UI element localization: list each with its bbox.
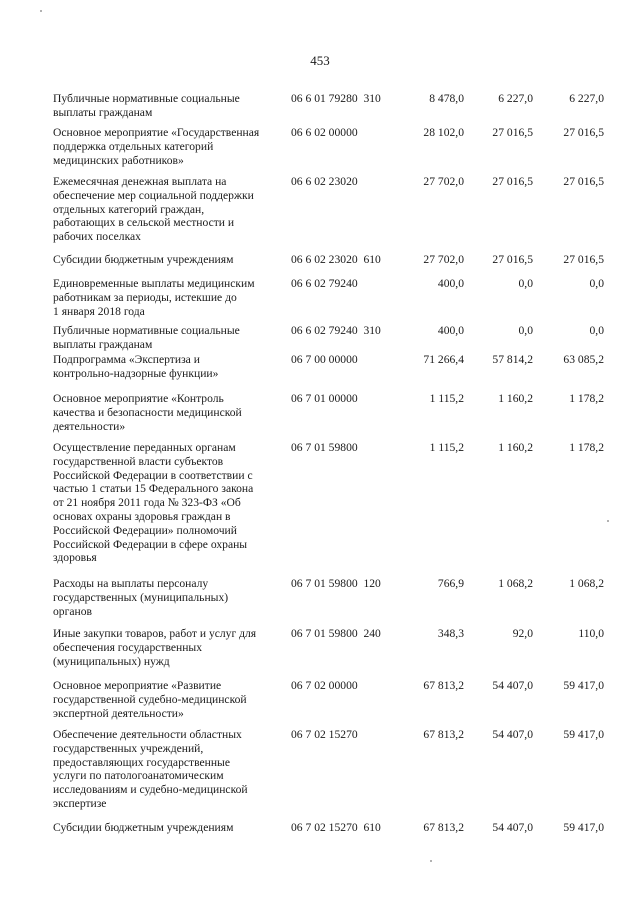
row-value-year-2: 6 227,0 [498, 92, 533, 105]
row-value-year-3: 59 417,0 [563, 728, 604, 741]
row-value-year-1: 348,3 [437, 627, 464, 640]
row-value-year-1: 67 813,2 [423, 728, 464, 741]
page-number: 453 [310, 53, 330, 68]
row-value-year-2: 54 407,0 [492, 821, 533, 834]
row-value-year-2: 27 016,5 [492, 253, 533, 266]
row-value-year-1: 27 702,0 [423, 253, 464, 266]
row-classification-code: 06 6 01 79280 310 [291, 92, 381, 105]
row-value-year-2: 54 407,0 [492, 679, 533, 692]
row-classification-code: 06 6 02 00000 [291, 126, 358, 139]
row-description: Основное мероприятие «Контроль качества и безопасности медицинской деятельности» [53, 392, 242, 433]
row-classification-code: 06 6 02 23020 [291, 175, 358, 188]
row-value-year-1: 8 478,0 [429, 92, 464, 105]
row-value-year-1: 400,0 [437, 277, 464, 290]
row-value-year-3: 59 417,0 [563, 679, 604, 692]
row-value-year-2: 27 016,5 [492, 175, 533, 188]
row-classification-code: 06 7 02 15270 610 [291, 821, 381, 834]
row-description: Расходы на выплаты персоналу государственных (муниципальных) органов [53, 577, 229, 618]
row-value-year-1: 67 813,2 [423, 679, 464, 692]
row-description: Подпрограмма «Экспертиза и контрольно-надзорные функции» [53, 353, 219, 380]
row-value-year-2: 27 016,5 [492, 126, 533, 139]
scan-speck [430, 860, 432, 862]
row-value-year-2: 57 814,2 [492, 353, 533, 366]
row-classification-code: 06 7 00 00000 [291, 353, 358, 366]
row-value-year-3: 59 417,0 [563, 821, 604, 834]
row-value-year-2: 0,0 [518, 277, 533, 290]
row-value-year-1: 28 102,0 [423, 126, 464, 139]
row-value-year-3: 0,0 [589, 277, 604, 290]
row-classification-code: 06 6 02 79240 [291, 277, 358, 290]
row-classification-code: 06 6 02 79240 310 [291, 324, 381, 337]
row-description: Публичные нормативные социальные выплаты гражданам [53, 324, 240, 351]
row-description: Обеспечение деятельности областных государственных учреждений, предоставляющих государственные услуги по патологоанатомическим исследованиям и судебно-медицинской экспертизе [53, 728, 248, 810]
row-classification-code: 06 7 02 00000 [291, 679, 358, 692]
row-description: Публичные нормативные социальные выплаты гражданам [53, 92, 240, 119]
row-value-year-2: 1 160,2 [498, 392, 533, 405]
row-value-year-1: 1 115,2 [429, 441, 464, 454]
row-description: Осуществление переданных органам государственной власти субъектов Российской Федерации в соответствии с частью 1 статьи 15 Федерального закона от 21 ноября 2011 года № 323-ФЗ «Об основах охраны здоровья граждан в Российской Федерации» полномочий Российской Федерации в сфере охраны здоровья [53, 441, 254, 565]
row-value-year-3: 27 016,5 [563, 126, 604, 139]
row-value-year-1: 67 813,2 [423, 821, 464, 834]
row-description: Субсидии бюджетным учреждениям [53, 821, 234, 834]
row-value-year-1: 1 115,2 [429, 392, 464, 405]
row-value-year-3: 0,0 [589, 324, 604, 337]
row-value-year-1: 71 266,4 [423, 353, 464, 366]
row-value-year-3: 27 016,5 [563, 175, 604, 188]
scan-speck [607, 520, 609, 522]
row-value-year-3: 1 178,2 [569, 392, 604, 405]
row-classification-code: 06 7 02 15270 [291, 728, 358, 741]
row-value-year-2: 92,0 [512, 627, 533, 640]
row-value-year-3: 63 085,2 [563, 353, 604, 366]
row-value-year-1: 27 702,0 [423, 175, 464, 188]
row-description: Субсидии бюджетным учреждениям [53, 253, 234, 266]
row-classification-code: 06 7 01 00000 [291, 392, 358, 405]
row-value-year-1: 766,9 [437, 577, 464, 590]
row-description: Иные закупки товаров, работ и услуг для обеспечения государственных (муниципальных) нужд [53, 627, 257, 668]
row-description: Основное мероприятие «Развитие государственной судебно-медицинской экспертной деятельности» [53, 679, 247, 720]
row-value-year-3: 110,0 [578, 627, 604, 640]
row-description: Основное мероприятие «Государственная поддержка отдельных категорий медицинских работников» [53, 126, 260, 167]
row-description: Ежемесячная денежная выплата на обеспечение мер социальной поддержки отдельных категорий граждан, работающих в сельской местности и рабочих поселках [53, 175, 254, 244]
scan-speck [40, 10, 42, 12]
row-value-year-3: 6 227,0 [569, 92, 604, 105]
row-value-year-3: 27 016,5 [563, 253, 604, 266]
row-value-year-2: 54 407,0 [492, 728, 533, 741]
row-value-year-2: 1 068,2 [498, 577, 533, 590]
row-classification-code: 06 7 01 59800 240 [291, 627, 381, 640]
row-classification-code: 06 7 01 59800 [291, 441, 358, 454]
row-value-year-3: 1 178,2 [569, 441, 604, 454]
row-value-year-2: 1 160,2 [498, 441, 533, 454]
row-value-year-2: 0,0 [518, 324, 533, 337]
row-classification-code: 06 7 01 59800 120 [291, 577, 381, 590]
row-classification-code: 06 6 02 23020 610 [291, 253, 381, 266]
row-value-year-1: 400,0 [437, 324, 464, 337]
row-value-year-3: 1 068,2 [569, 577, 604, 590]
row-description: Единовременные выплаты медицинским работникам за периоды, истекшие до 1 января 2018 года [53, 277, 255, 318]
